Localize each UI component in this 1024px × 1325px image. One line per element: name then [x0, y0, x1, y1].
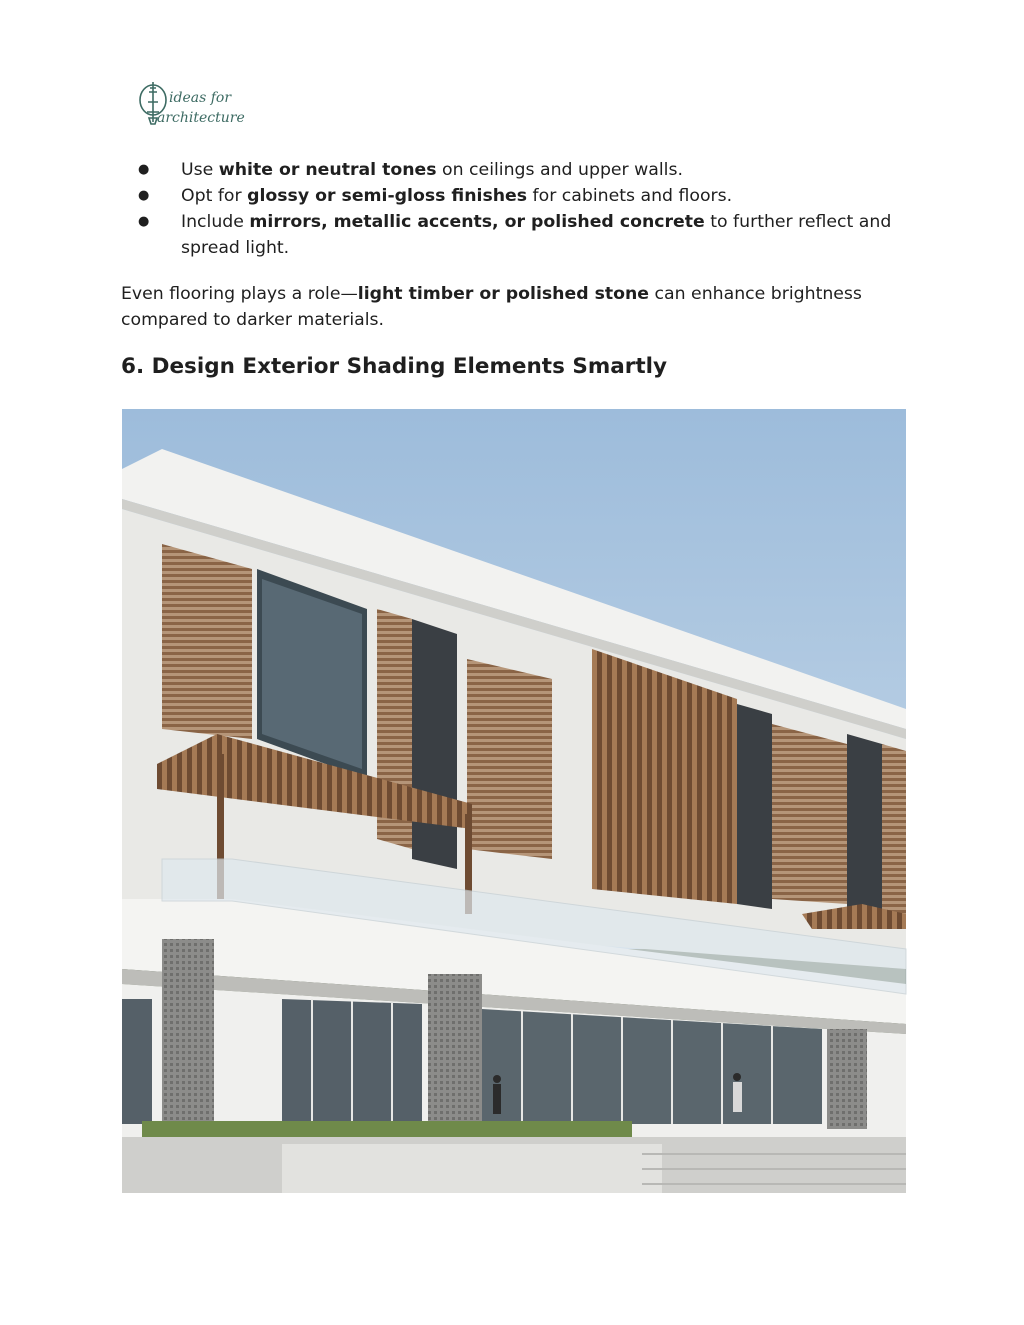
- bullet-item: ● Include mirrors, metallic accents, or polished concrete to further reflect and spread light.: [138, 209, 918, 261]
- bullet-item: ● Opt for glossy or semi-gloss finishes for cabinets and floors.: [138, 183, 918, 209]
- bullet-icon: ●: [138, 214, 150, 229]
- logo-line2: architecture: [157, 110, 245, 126]
- section-heading: 6. Design Exterior Shading Elements Smartly: [121, 354, 668, 379]
- ideas-for-architecture-logo: [135, 78, 245, 130]
- bullet-item: ● Use white or neutral tones on ceilings and upper walls.: [138, 157, 918, 183]
- body-paragraph: Even flooring plays a role—light timber or polished stone can enhance brightness compared to darker materials.: [121, 284, 862, 330]
- logo-line1: ideas for: [169, 90, 232, 106]
- bullet-list: [138, 157, 918, 261]
- bullet-icon: ●: [138, 188, 150, 203]
- bullet-icon: ●: [138, 162, 150, 177]
- building-exterior-photo: [122, 409, 906, 1193]
